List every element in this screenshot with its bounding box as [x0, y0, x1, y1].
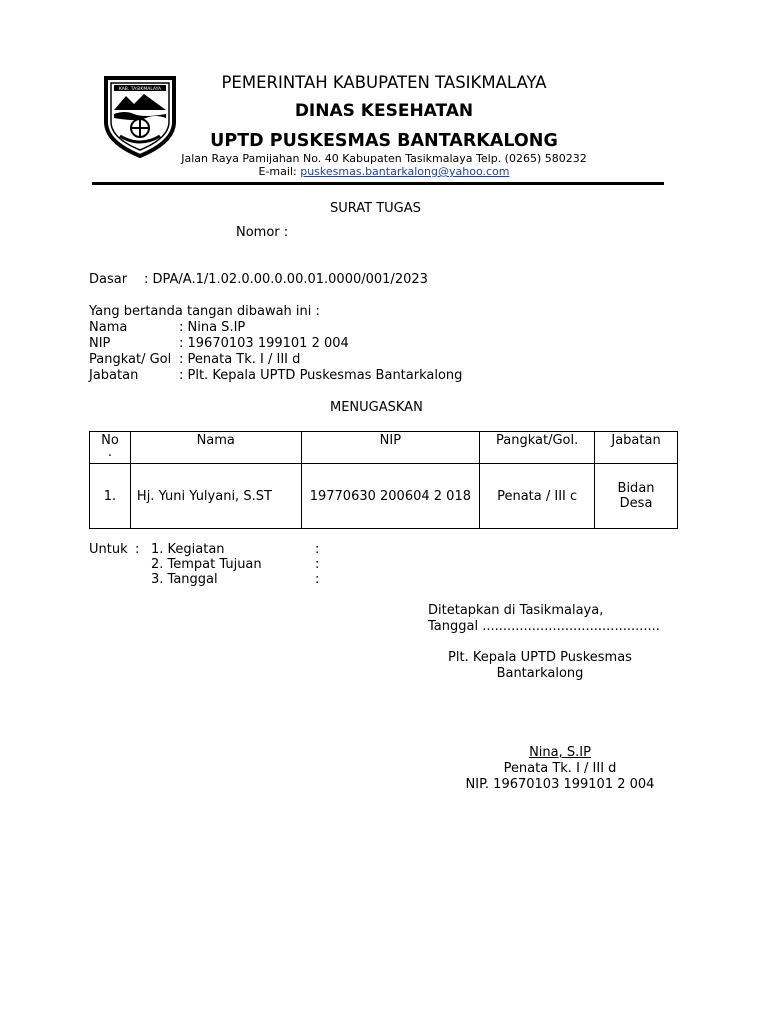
field-label-nip: NIP [89, 336, 111, 351]
col-header-jabatan: Jabatan [595, 432, 678, 464]
letter-title: SURAT TUGAS [330, 201, 421, 216]
cell-pangkat: Penata / III c [480, 464, 595, 529]
intro-text: Yang bertanda tangan dibawah ini : [89, 304, 320, 319]
field-value-nama: : Nina S.IP [179, 320, 246, 335]
untuk-item-colon: : [315, 557, 320, 572]
untuk-item-tujuan: 2. Tempat Tujuan [151, 557, 262, 572]
signature-rank: Penata Tk. I / III d [503, 761, 617, 776]
signature-date: Tanggal ........................................... [428, 619, 660, 634]
menugaskan-heading: MENUGASKAN [330, 400, 423, 415]
col-header-nip: NIP [301, 432, 480, 464]
untuk-item-kegiatan: 1. Kegiatan [151, 542, 225, 557]
field-label-nama: Nama [89, 320, 128, 335]
col-header-pangkat: Pangkat/Gol. [480, 432, 595, 464]
dasar-label: Dasar [89, 272, 128, 287]
assignment-table [89, 431, 678, 529]
header-department: DINAS KESEHATAN [294, 101, 474, 121]
untuk-label: Untuk [89, 542, 128, 557]
emblem-text: KAB. TASIKMALAYA [118, 87, 162, 92]
signature-position-line2: Bantarkalong [496, 666, 584, 681]
signature-place: Ditetapkan di Tasikmalaya, [428, 603, 604, 618]
header-rule [92, 182, 664, 185]
field-value-jabatan: : Plt. Kepala UPTD Puskesmas Bantarkalong [179, 368, 463, 383]
untuk-item-colon: : [315, 572, 320, 587]
field-label-pangkat: Pangkat/ Gol [89, 352, 172, 367]
email-label: E-mail: [258, 165, 301, 178]
table-header-row [90, 432, 678, 464]
signature-name: Nina, S.IP [529, 745, 591, 760]
header-address: Jalan Raya Pamijahan No. 40 Kabupaten Tasikmalaya Telp. (0265) 580232 [181, 152, 587, 165]
dasar-value: : DPA/A.1/1.02.0.00.0.00.01.0000/001/2023 [144, 272, 428, 287]
signature-position: Plt. Kepala UPTD Puskesmas [448, 650, 632, 665]
table-row [90, 464, 678, 529]
untuk-item-colon: : [315, 542, 320, 557]
col-header-no: No . [90, 432, 131, 464]
signature-nip: NIP. 19670103 199101 2 004 [465, 777, 655, 792]
email-link[interactable]: puskesmas.bantarkalong@yahoo.com [300, 165, 510, 178]
letter-number: Nomor : [236, 225, 289, 240]
header-email-line [150, 165, 618, 178]
field-value-pangkat: : Penata Tk. I / III d [179, 352, 301, 367]
field-value-nip: : 19670103 199101 2 004 [179, 336, 349, 351]
cell-jabatan: Bidan Desa [595, 464, 678, 529]
cell-no: 1. [90, 464, 131, 529]
cell-nama: Hj. Yuni Yulyani, S.ST [130, 464, 301, 529]
untuk-colon: : [135, 542, 140, 557]
cell-nip: 19770630 200604 2 018 [301, 464, 480, 529]
field-label-jabatan: Jabatan [89, 368, 139, 383]
header-government: PEMERINTAH KABUPATEN TASIKMALAYA [221, 73, 547, 92]
header-institution: UPTD PUSKESMAS BANTARKALONG [210, 131, 558, 151]
untuk-item-tanggal: 3. Tanggal [151, 572, 218, 587]
col-header-nama: Nama [130, 432, 301, 464]
